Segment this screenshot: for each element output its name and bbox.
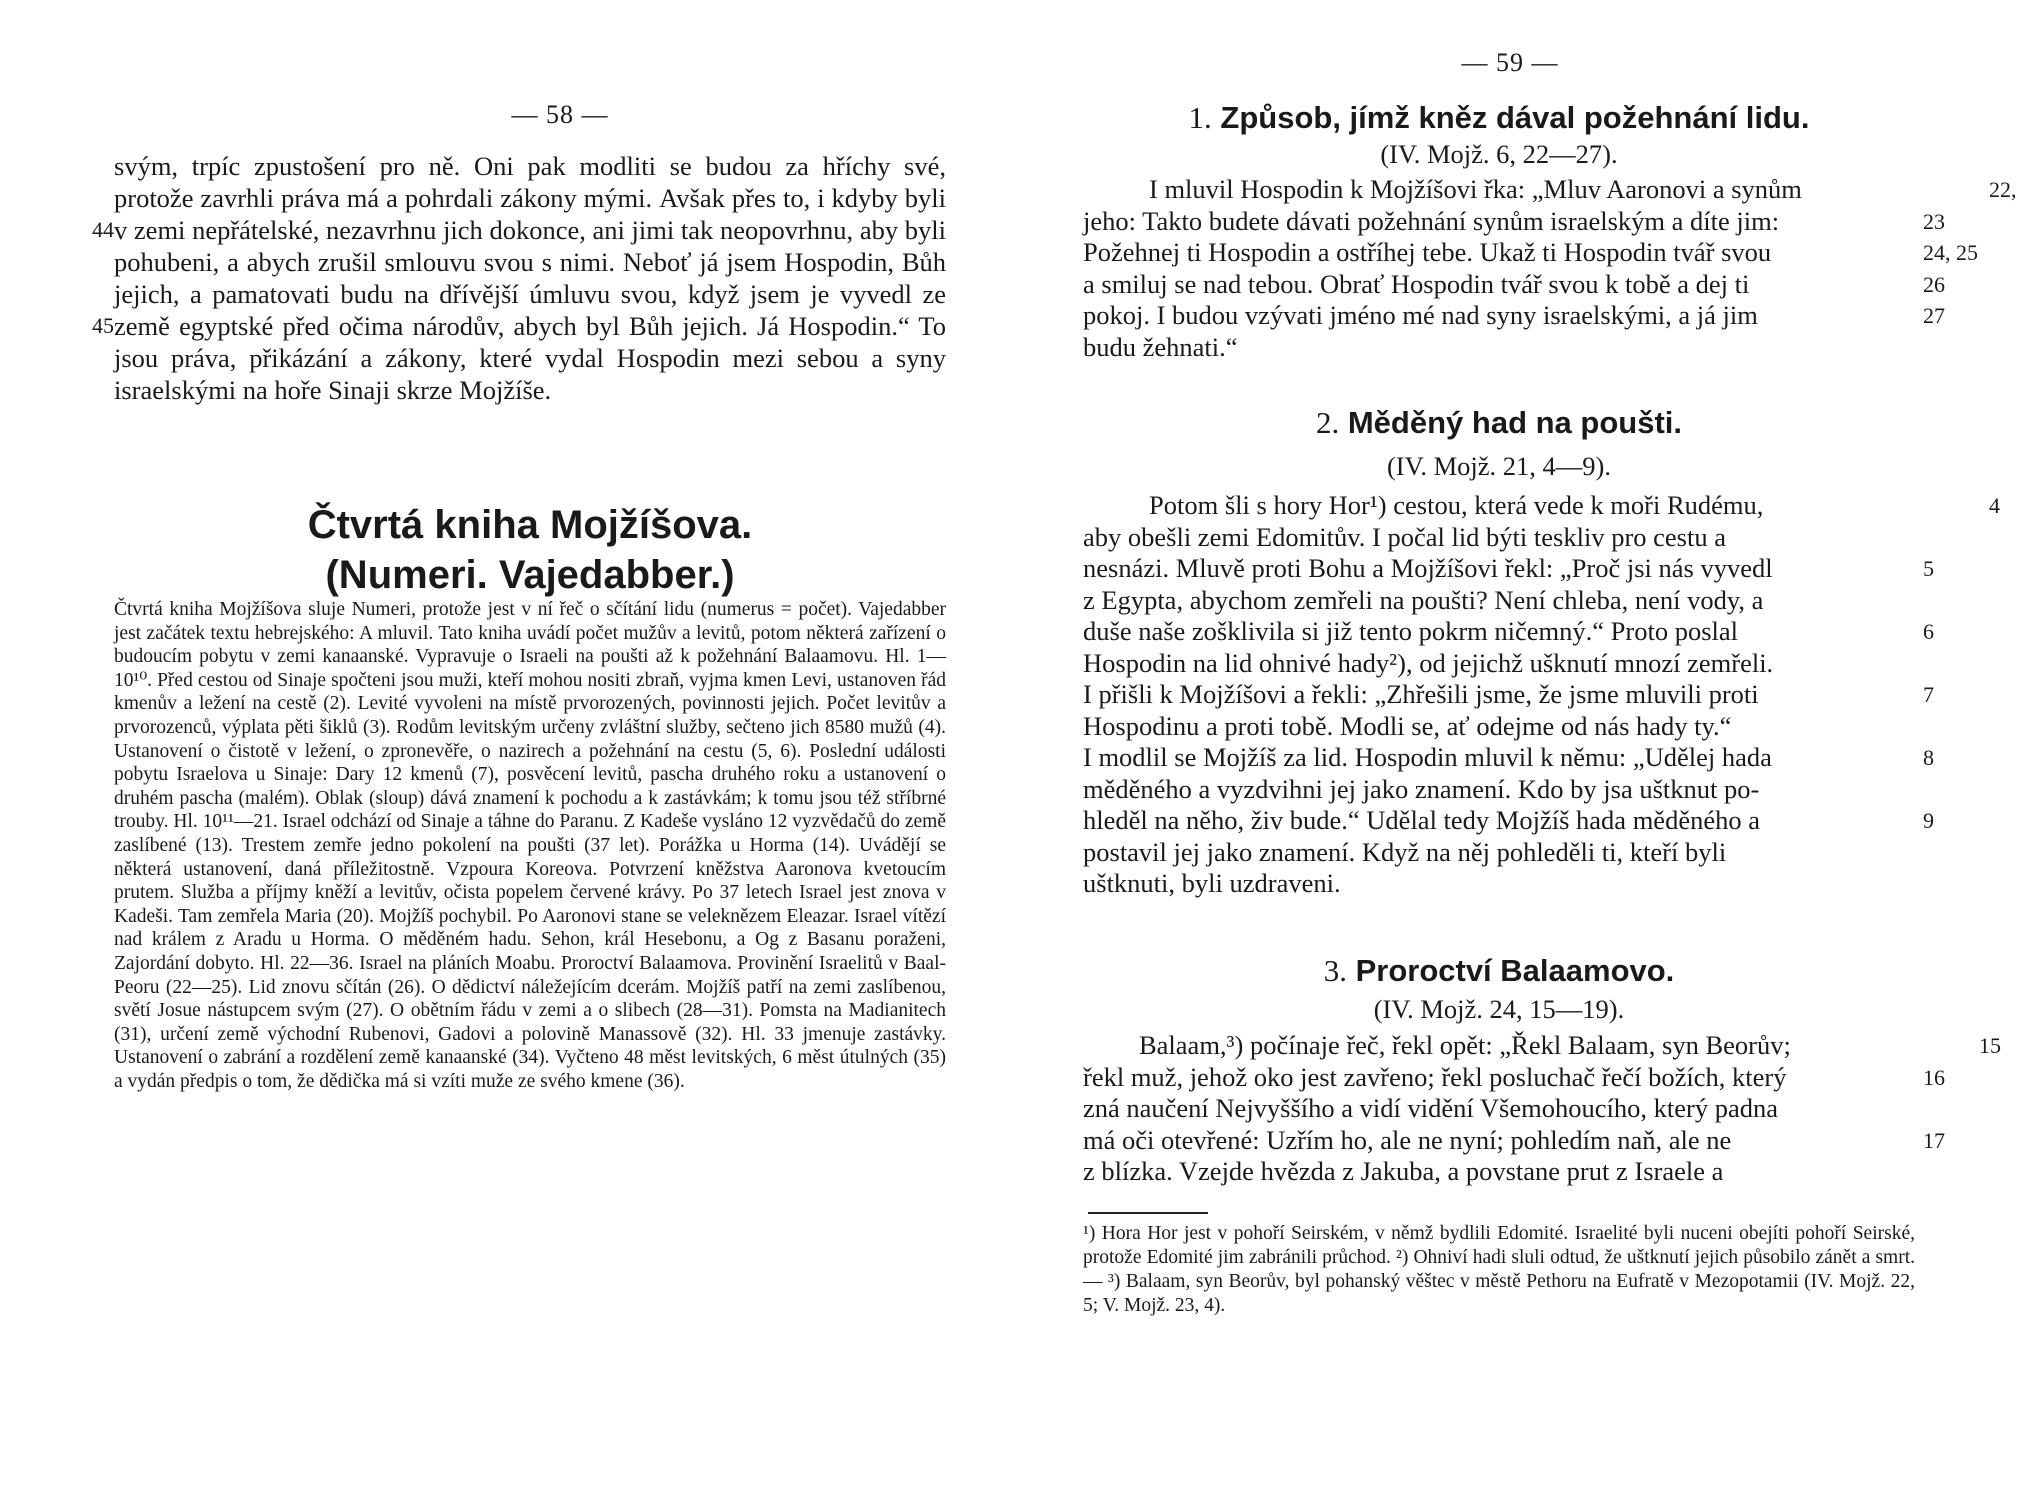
verse-number: 16 (1923, 1064, 1945, 1090)
line-text: Potom šli s hory Hor¹) cestou, která vede k moři Rudému, (1149, 490, 1764, 520)
section-heading: Proroctví Balaamovo. (1355, 953, 1675, 988)
verse-number: 15 (1979, 1033, 2001, 1058)
line (1083, 648, 1915, 680)
line (1083, 616, 1934, 648)
left-body-text (92, 150, 947, 406)
line (1083, 300, 1945, 332)
line (1083, 206, 1915, 238)
section-heading: Měděný had na poušti. (1347, 405, 1683, 440)
book-title-line: Čtvrtá kniha Mojžíšova. (307, 503, 753, 547)
verse-number: 26 (1923, 271, 1945, 297)
section-number: 1. (1188, 100, 1212, 135)
line (1083, 868, 1915, 900)
line-text: zná naučení Nejvyššího a vidí vidění Všemohoucího, který padna (1083, 1093, 1778, 1123)
line-text: nesnázi. Mluvě proti Bohu a Mojžíšovi řekl: „Proč jsi nás vyvedl (1083, 553, 1773, 583)
line-text: a smiluj se nad tebou. Obrať Hospodin tvář svou k tobě a dej ti (1083, 268, 1750, 299)
verse-number: 17 (1923, 1127, 1945, 1153)
line (1083, 1061, 1945, 1094)
line (1083, 742, 1934, 774)
line-text: řekl muž, jehož oko jest zavřeno; řekl posluchač řečí božích, který (1083, 1061, 1787, 1092)
line (1083, 1030, 2001, 1062)
verse-number: 24, 25 (1923, 240, 1978, 265)
line (1083, 268, 1945, 301)
line (1083, 711, 1915, 743)
section-reference: (IV. Mojž. 6, 22—27). (1380, 139, 1618, 169)
verse-number: 6 (1923, 619, 1934, 644)
section-number: 3. (1323, 953, 1347, 988)
verse-text: Avšak přes to, i kdyby byli v zemi nepřátelské, nezavrhnu jich dokonce, ani jimi tak neopovrhnu, aby byli pohubeni, a abych zrušil smlouvu svou s nimi. Neboť já jsem Hospodin, Bůh jejich, (114, 183, 946, 309)
section-body (1083, 174, 2017, 363)
line-text: I modlil se Mojžíš za lid. Hospodin mluvil k němu: „Udělej hada (1083, 742, 1772, 772)
line-text: z blízka. Vzejde hvězda z Jakuba, a povstane prut z Israele a (1083, 1156, 1724, 1186)
line (1083, 1124, 1945, 1157)
line (1083, 585, 1915, 617)
line-text: měděného a vyzdvihni jej jako znamení. Kdo by jsa uštknut po- (1083, 773, 1760, 804)
line-text: pokoj. I budou vzývati jméno mé nad syny israelskými, a já jim (1083, 300, 1758, 330)
line-text: budu žehnati.“ (1083, 331, 1238, 362)
verse-text: a pamatovati budu na dřívější úmluvu svou, když jsem je vyvedl ze země egyptské před očima národův, abych byl Bůh jejich. Já Hospodin.“ To jsou práva, přikázání a zákony, které vydal Hospodin mezi sebou a syny israelskými na hoře Sinaji skrze Mojžíše. (114, 279, 947, 405)
verse-number: 44 (92, 217, 114, 242)
line-text: z Egypta, abychom zemřeli na poušti? Není chleba, není vody, a (1083, 584, 1764, 615)
line (1083, 1156, 1915, 1188)
line-text: Hospodinu a proti tobě. Modli se, ať odejme od nás hady ty.“ (1083, 710, 1732, 741)
line (1083, 553, 1934, 585)
line-text: aby obešli zemi Edomitův. I počal lid býti teskliv pro cestu a (1083, 521, 1726, 552)
line (1083, 1093, 1915, 1125)
paragraph-text: svým, trpíc zpustošení pro ně. Oni pak modliti se budou za hříchy své, protože zavrhli práva má a pohrdali zákony mými. (114, 151, 946, 213)
footnote-divider (1088, 1212, 1208, 1214)
verse-number: 7 (1923, 682, 1934, 707)
book-title-line: (Numeri. Vajedabber.) (325, 553, 735, 597)
verse-number: 22, 23 (1923, 177, 2017, 234)
line-text: hleděl na něho, živ bude.“ Udělal tedy Mojžíš hada měděného a (1083, 805, 1760, 835)
section-number: 2. (1315, 405, 1340, 440)
line-text: duše naše zošklivila si již tento pokrm ničemný.“ Proto poslal (1083, 616, 1739, 646)
line (1083, 774, 1915, 806)
line-text: má oči otevřené: Uzřím ho, ale ne nyní; pohledím naň, ale ne (1083, 1124, 1732, 1155)
page-number: — 59 — (1461, 48, 1559, 77)
section-title (1083, 405, 1915, 441)
verse-number: 5 (1923, 556, 1934, 581)
line (1083, 805, 1934, 837)
verse-number: 8 (1923, 745, 1934, 770)
line-text: Požehnej ti Hospodin a ostříhej tebe. Ukaž ti Hospodin tvář svou (1083, 237, 1772, 267)
section-reference: (IV. Mojž. 24, 15—19). (1373, 994, 1625, 1024)
line (1083, 837, 1915, 869)
line-text: Balaam,³) počínaje řeč, řekl opět: „Řekl Balaam, syn Beorův; (1139, 1030, 1791, 1060)
verse-number: 45 (92, 313, 114, 338)
book-title (114, 500, 946, 600)
verse-number: 4 (1989, 493, 2000, 518)
section-heading: Způsob, jímž kněz dával požehnání lidu. (1220, 100, 1810, 135)
section-reference: (IV. Mojž. 21, 4—9). (1386, 451, 1611, 481)
line (1083, 332, 1915, 364)
line-text: jeho: Takto budete dávati požehnání synům israelským a díte jim: (1083, 205, 1780, 236)
section-title (1083, 953, 1915, 989)
section-title (1083, 100, 1915, 136)
verse-number: 27 (1923, 303, 1945, 328)
line-text: I přišli k Mojžíšovi a řekli: „Zhřešili jsme, že jsme mluvili proti (1083, 679, 1759, 709)
line (1083, 490, 2000, 522)
line (1083, 679, 1934, 711)
line-text: postavil jej jako znamení. Když na něj pohleděli ti, kteří byli (1083, 836, 1727, 867)
book-summary: Čtvrtá kniha Mojžíšova sluje Numeri, protože jest v ní řeč o sčítání lidu (numerus = počet). Vajedabber jest začátek textu hebrejského: A mluvil. Tato kniha uvádí počet mužův a levitů, potom některá zařízení o budoucím pobytu v zemi kanaanské. Vypravuje o Israeli na poušti až k požehnání Balaamovu. Hl. 1—10¹⁰. Před cestou od Sinaje spočteni jsou muži, kteří mohou nositi zbraň, vyjma kmen Levi, ustanoven řád kmenův a ležení na cestě (2). Levité vyvoleni na místě prvorozených, povinnosti jejich. Počet levitův a prvorozenců, výplata pěti šiklů (3). Rodům levitským určeny zvláštní služby, sečteno jich 8580 mužů (4). Ustanovení o čistotě v ležení, o zpronevěře, o nazirech a požehnání na cestu (5, 6). Poslední události pobytu Israelova u Sinaje: Dary 12 kmenů (7), posvěcení levitů, pascha druhého roku a ustanovení o druhém pascha (malém). Oblak (sloup) dává znamení k pochodu a k zastávkám; k tomu jsou též stříbrné trouby. Hl. 10¹¹—21. Israel odchází od Sinaje a táhne do Paranu. Z Kadeše vysláno 12 vyzvědačů do země zaslíbené (13). Trestem zemře jedno pokolení na poušti (37 let). Porážka u Horma (14). Uvádějí se některá ustanovení, daná příležitostně. Vzpoura Koreova. Potvrzení kněžstva Aaronova kvetoucím prutem. Služba a příjmy kněží a levitův, očista popelem červené krávy. Po 37 letech Israel jest znova v Kadeši. Tam zemřela Maria (20). Mojžíš pochybil. Po Aaronovi stane se veleknězem Eleazar. Israel vítězí nad králem z Aradu u Horma. O měděném hadu. Sehon, král Hesebonu, a Og z Basanu poraženi, Zajordání dobyto. Hl. 22—36. Israel na pláních Moabu. Proroctví Balaamova. Provinění Israelitů v Baal-Peoru (22—25). Lid znovu sčítán (26). O dědictví náležejícím dcerám. Mojžíš patří na zemi zaslíbenou, světí Josue nástupcem svým (27). O obětním řádu v zemi a o slibech (28—31). Pomsta na Madianitech (31), určení země východní Rubenovi, Gadovi a polovině Manassově (32). Hl. 33 jmenuje zastávky. Ustanovení o zabrání a rozdělení země kanaanské (34). Vyčteno 48 měst levitských, 6 měst útulných (35) a vydán předpis o tom, že dědička má si vzíti muže ze svého kmene (36). (114, 599, 946, 1092)
line (1083, 237, 1978, 269)
line (1083, 522, 1915, 554)
line-text: Hospodin na lid ohnivé hady²), od jejichž ušknutí mnozí zemřeli. (1083, 647, 1774, 678)
line-text: I mluvil Hospodin k Mojžíšovi řka: „Mluv Aaronovi a synům (1149, 174, 1802, 204)
line-text: uštknuti, byli uzdraveni. (1083, 868, 1341, 898)
verse-number: 9 (1923, 808, 1934, 833)
section-body (1083, 490, 2000, 900)
section-body (1083, 1030, 2001, 1188)
footnotes: ¹) Hora Hor jest v pohoří Seirském, v němž bydlili Edomité. Israelité byli nuceni obejíti pohoří Seirské, protože Edomité jim zabránili průchod. ²) Ohniví hadi sluli odtud, že uštknutí jejich působilo zánět a smrt. — ³) Balaam, syn Beorův, byl pohanský věštec v městě Pethoru na Eufratě v Mezopotamii (IV. Mojž. 22, 5; V. Mojž. 23, 4). (1083, 1223, 1915, 1316)
page-number: — 58 — (511, 100, 609, 129)
